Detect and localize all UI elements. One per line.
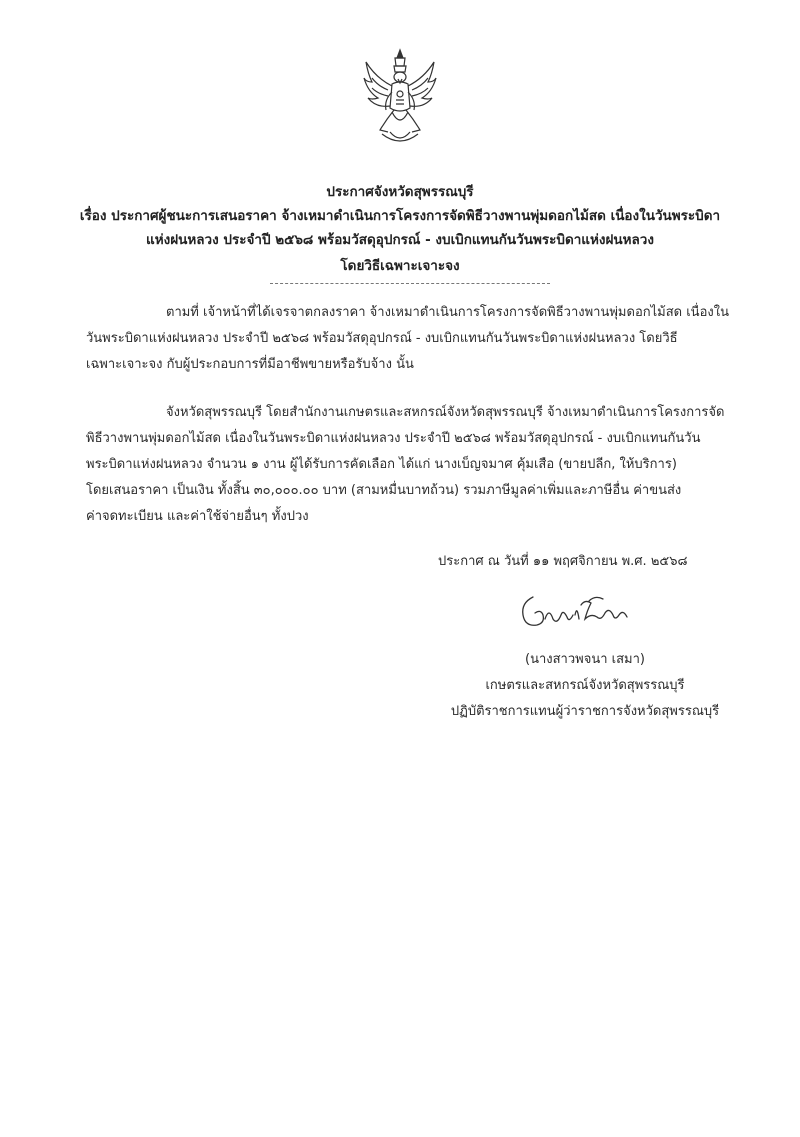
paragraph-line: พิธีวางพานพุ่มดอกไม้สด เนื่องในวันพระบิดาแห่งฝนหลวง ประจำปี ๒๕๖๘ พร้อมวัสดุอุปกรณ์ - งบเบิกแทนกันวัน [86, 431, 701, 446]
paragraph-line: วันพระบิดาแห่งฝนหลวง ประจำปี ๒๕๖๘ พร้อมวัสดุอุปกรณ์ - งบเบิกแทนกันวันพระบิดาแห่งฝนหลวง โดยวิธี [86, 331, 678, 346]
signer-acting-title: ปฏิบัติราชการแทนผู้ว่าราชการจังหวัดสุพรรณบุรี [450, 704, 720, 719]
handwritten-signature-icon [515, 585, 645, 635]
paragraph-line: โดยเสนอราคา เป็นเงิน ทั้งสิ้น ๓๐,๐๐๐.๐๐ บาท (สามหมื่นบาทถ้วน) รวมภาษีมูลค่าเพิ่มและภาษีอื่น ค่าขนส่ง [86, 483, 682, 498]
paragraph-award [86, 400, 726, 530]
heading-divider [270, 283, 550, 284]
announcement-date: ประกาศ ณ วันที่ ๑๑ พฤศจิกายน พ.ศ. ๒๕๖๘ [438, 554, 688, 569]
paragraph-line: ตามที่ เจ้าหน้าที่ได้เจรจาตกลงราคา จ้างเหมาดำเนินการโครงการจัดพิธีวางพานพุ่มดอกไม้สด เนื่องใน [166, 305, 729, 320]
subject-method: โดยวิธีเฉพาะเจาะจง [340, 258, 460, 274]
announcement-title: ประกาศจังหวัดสุพรรณบุรี [326, 184, 474, 200]
subject-line-1: เรื่อง ประกาศผู้ชนะการเสนอราคา จ้างเหมาดำเนินการโครงการจัดพิธีวางพานพุ่มดอกไม้สด เนื่องในวันพระบิดา [79, 208, 721, 224]
paragraph-background [86, 300, 729, 378]
paragraph-line: ค่าจดทะเบียน และค่าใช้จ่ายอื่นๆ ทั้งปวง [86, 509, 309, 524]
signer-title: เกษตรและสหกรณ์จังหวัดสุพรรณบุรี [485, 678, 685, 693]
paragraph-line: พระบิดาแห่งฝนหลวง จำนวน ๑ งาน ผู้ได้รับการคัดเลือก ได้แก่ นางเบ็ญจมาศ คุ้มเสือ (ขายปลีก, ให้บริการ) [86, 457, 677, 472]
paragraph-line: เฉพาะเจาะจง กับผู้ประกอบการที่มีอาชีพขายหรือรับจ้าง นั้น [86, 357, 414, 372]
signer-name: (นางสาวพจนา เสมา) [525, 652, 645, 667]
garuda-emblem-icon [362, 48, 438, 148]
subject-line-2: แห่งฝนหลวง ประจำปี ๒๕๖๘ พร้อมวัสดุอุปกรณ์ - งบเบิกแทนกันวันพระบิดาแห่งฝนหลวง [146, 232, 654, 248]
paragraph-line: จังหวัดสุพรรณบุรี โดยสำนักงานเกษตรและสหกรณ์จังหวัดสุพรรณบุรี จ้างเหมาดำเนินการโครงการจัด [166, 405, 725, 420]
